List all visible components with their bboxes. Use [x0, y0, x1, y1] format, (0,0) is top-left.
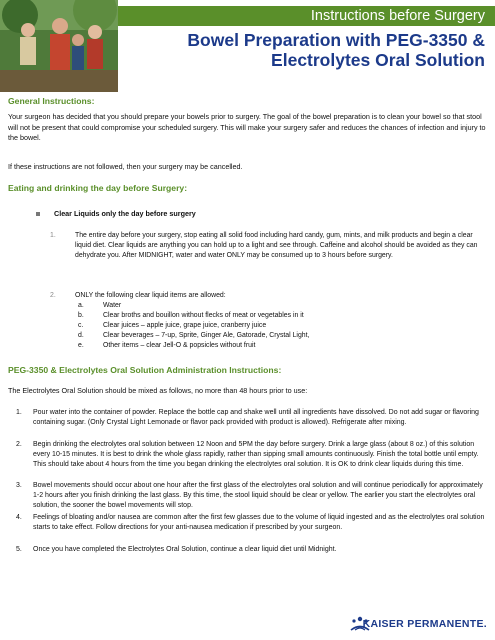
- header-photo: [0, 0, 118, 92]
- admin-step-3: [8, 481, 486, 511]
- eating-heading: Eating and drinking the day before Surgery:: [8, 183, 188, 193]
- eating-bullet-text: Clear Liquids only the day before surgery: [54, 209, 196, 218]
- admin-step-number: 4.: [16, 514, 22, 521]
- admin-step-text: Pour water into the container of powder. Replace the bottle cap and shake well until all ingredients have dissolved. Do not add sugar or flavoring containing sugar. (Only Crystal Light Lemonade or flavor pack provided with product is allowed). Refrigerate after mixing.: [33, 409, 479, 426]
- page-title: [115, 30, 485, 70]
- header-band: [118, 6, 495, 26]
- header: [0, 0, 495, 92]
- eating-item-2: [50, 291, 486, 301]
- liquid-item: e. Other items – clear Jell-O & popsicles without fruit: [78, 342, 256, 349]
- admin-step-text: Once you have completed the Electrolytes Oral Solution, continue a clear liquid diet until Midnight.: [33, 546, 337, 553]
- general-paragraph-1: Your surgeon has decided that you should prepare your bowels prior to surgery. The goal of the bowel preparation is to clean your bowel so that stool will not be present that could compromise your scheduled surgery. This will make your surgery safer and reduces the chances of infection and injury to the bowel.: [8, 112, 486, 142]
- kaiser-logo-text: KAISER PERMANENTE.: [362, 618, 487, 630]
- admin-step-1: [8, 408, 486, 428]
- eating-bullet: [36, 209, 196, 218]
- admin-intro: The Electrolytes Oral Solution should be mixed as follows, no more than 48 hours prior to use:: [8, 386, 308, 395]
- admin-step-4: [8, 513, 486, 533]
- eating-item-text: ONLY the following clear liquid items are allowed:: [75, 292, 226, 299]
- eating-item-number: 1.: [50, 232, 56, 239]
- general-heading: General Instructions:: [8, 96, 95, 106]
- hikers-photo: [0, 0, 118, 92]
- admin-step-text: Begin drinking the electrolytes oral solution between 12 Noon and 5PM the day before surgery. Drink a large glass (about 8 oz.) of this solution every 10-15 minutes. It is best to drink the whole glass rapidly, rather than sipping small amounts continuously. Finish the total bottle until empty. This should take about 4 hours from the time you began drinking the electrolytes oral solution. It is OK to drink clear liquids during this time.: [33, 441, 479, 468]
- liquid-item: a. Water: [78, 302, 122, 309]
- liquid-item: d. Clear beverages – 7-up, Sprite, Ginger Ale, Gatorade, Crystal Light,: [78, 332, 310, 339]
- page-title-line2: Electrolytes Oral Solution: [271, 50, 485, 70]
- eating-item-text: The entire day before your surgery, stop eating all solid food including hard candy, gum, mints, and milk products and begin a clear liquid diet. Clear liquids are anything you can hold up to a light and see through. Caffeine and alcohol should be avoided as they can dehydrate you. After MIDNIGHT, water and water ONLY may be consumed up to 3 hours before surgery.: [75, 232, 478, 259]
- square-bullet-icon: [36, 212, 40, 216]
- kaiser-logo: [327, 614, 487, 632]
- eating-item-1: [50, 231, 486, 260]
- admin-step-number: 5.: [16, 546, 22, 553]
- eating-item-number: 2.: [50, 292, 56, 299]
- admin-step-text: Bowel movements should occur about one hour after the first glass of the electrolytes oral solution and will continue periodically for approximately 1-2 hours after you finish drinking the last glass. By this time, the stool liquid should be clear or yellow. The earlier you start the electrolytes oral solution, the sooner the bowel movements will stop.: [33, 482, 483, 509]
- admin-step-number: 2.: [16, 441, 22, 448]
- liquid-item: b. Clear broths and bouillon without flecks of meat or vegetables in it: [78, 312, 304, 319]
- liquid-item: c. Clear juices – apple juice, grape juice, cranberry juice: [78, 322, 267, 329]
- admin-step-text: Feelings of bloating and/or nausea are common after the first few glasses due to the volume of liquid ingested and as the electrolytes oral solution starts to take effect. Follow directions for your anti-nausea medication if prescribed by your surgeon.: [33, 514, 485, 531]
- general-paragraph-2: If these instructions are not followed, then your surgery may be cancelled.: [8, 162, 243, 171]
- page-title-line1: Bowel Preparation with PEG-3350 &: [187, 30, 485, 50]
- header-band-text: Instructions before Surgery: [310, 8, 485, 24]
- admin-heading: PEG-3350 & Electrolytes Oral Solution Administration Instructions:: [8, 365, 282, 375]
- admin-step-number: 1.: [16, 409, 22, 416]
- admin-step-2: [8, 440, 486, 470]
- admin-step-number: 3.: [16, 482, 22, 489]
- admin-step-5: [8, 545, 486, 555]
